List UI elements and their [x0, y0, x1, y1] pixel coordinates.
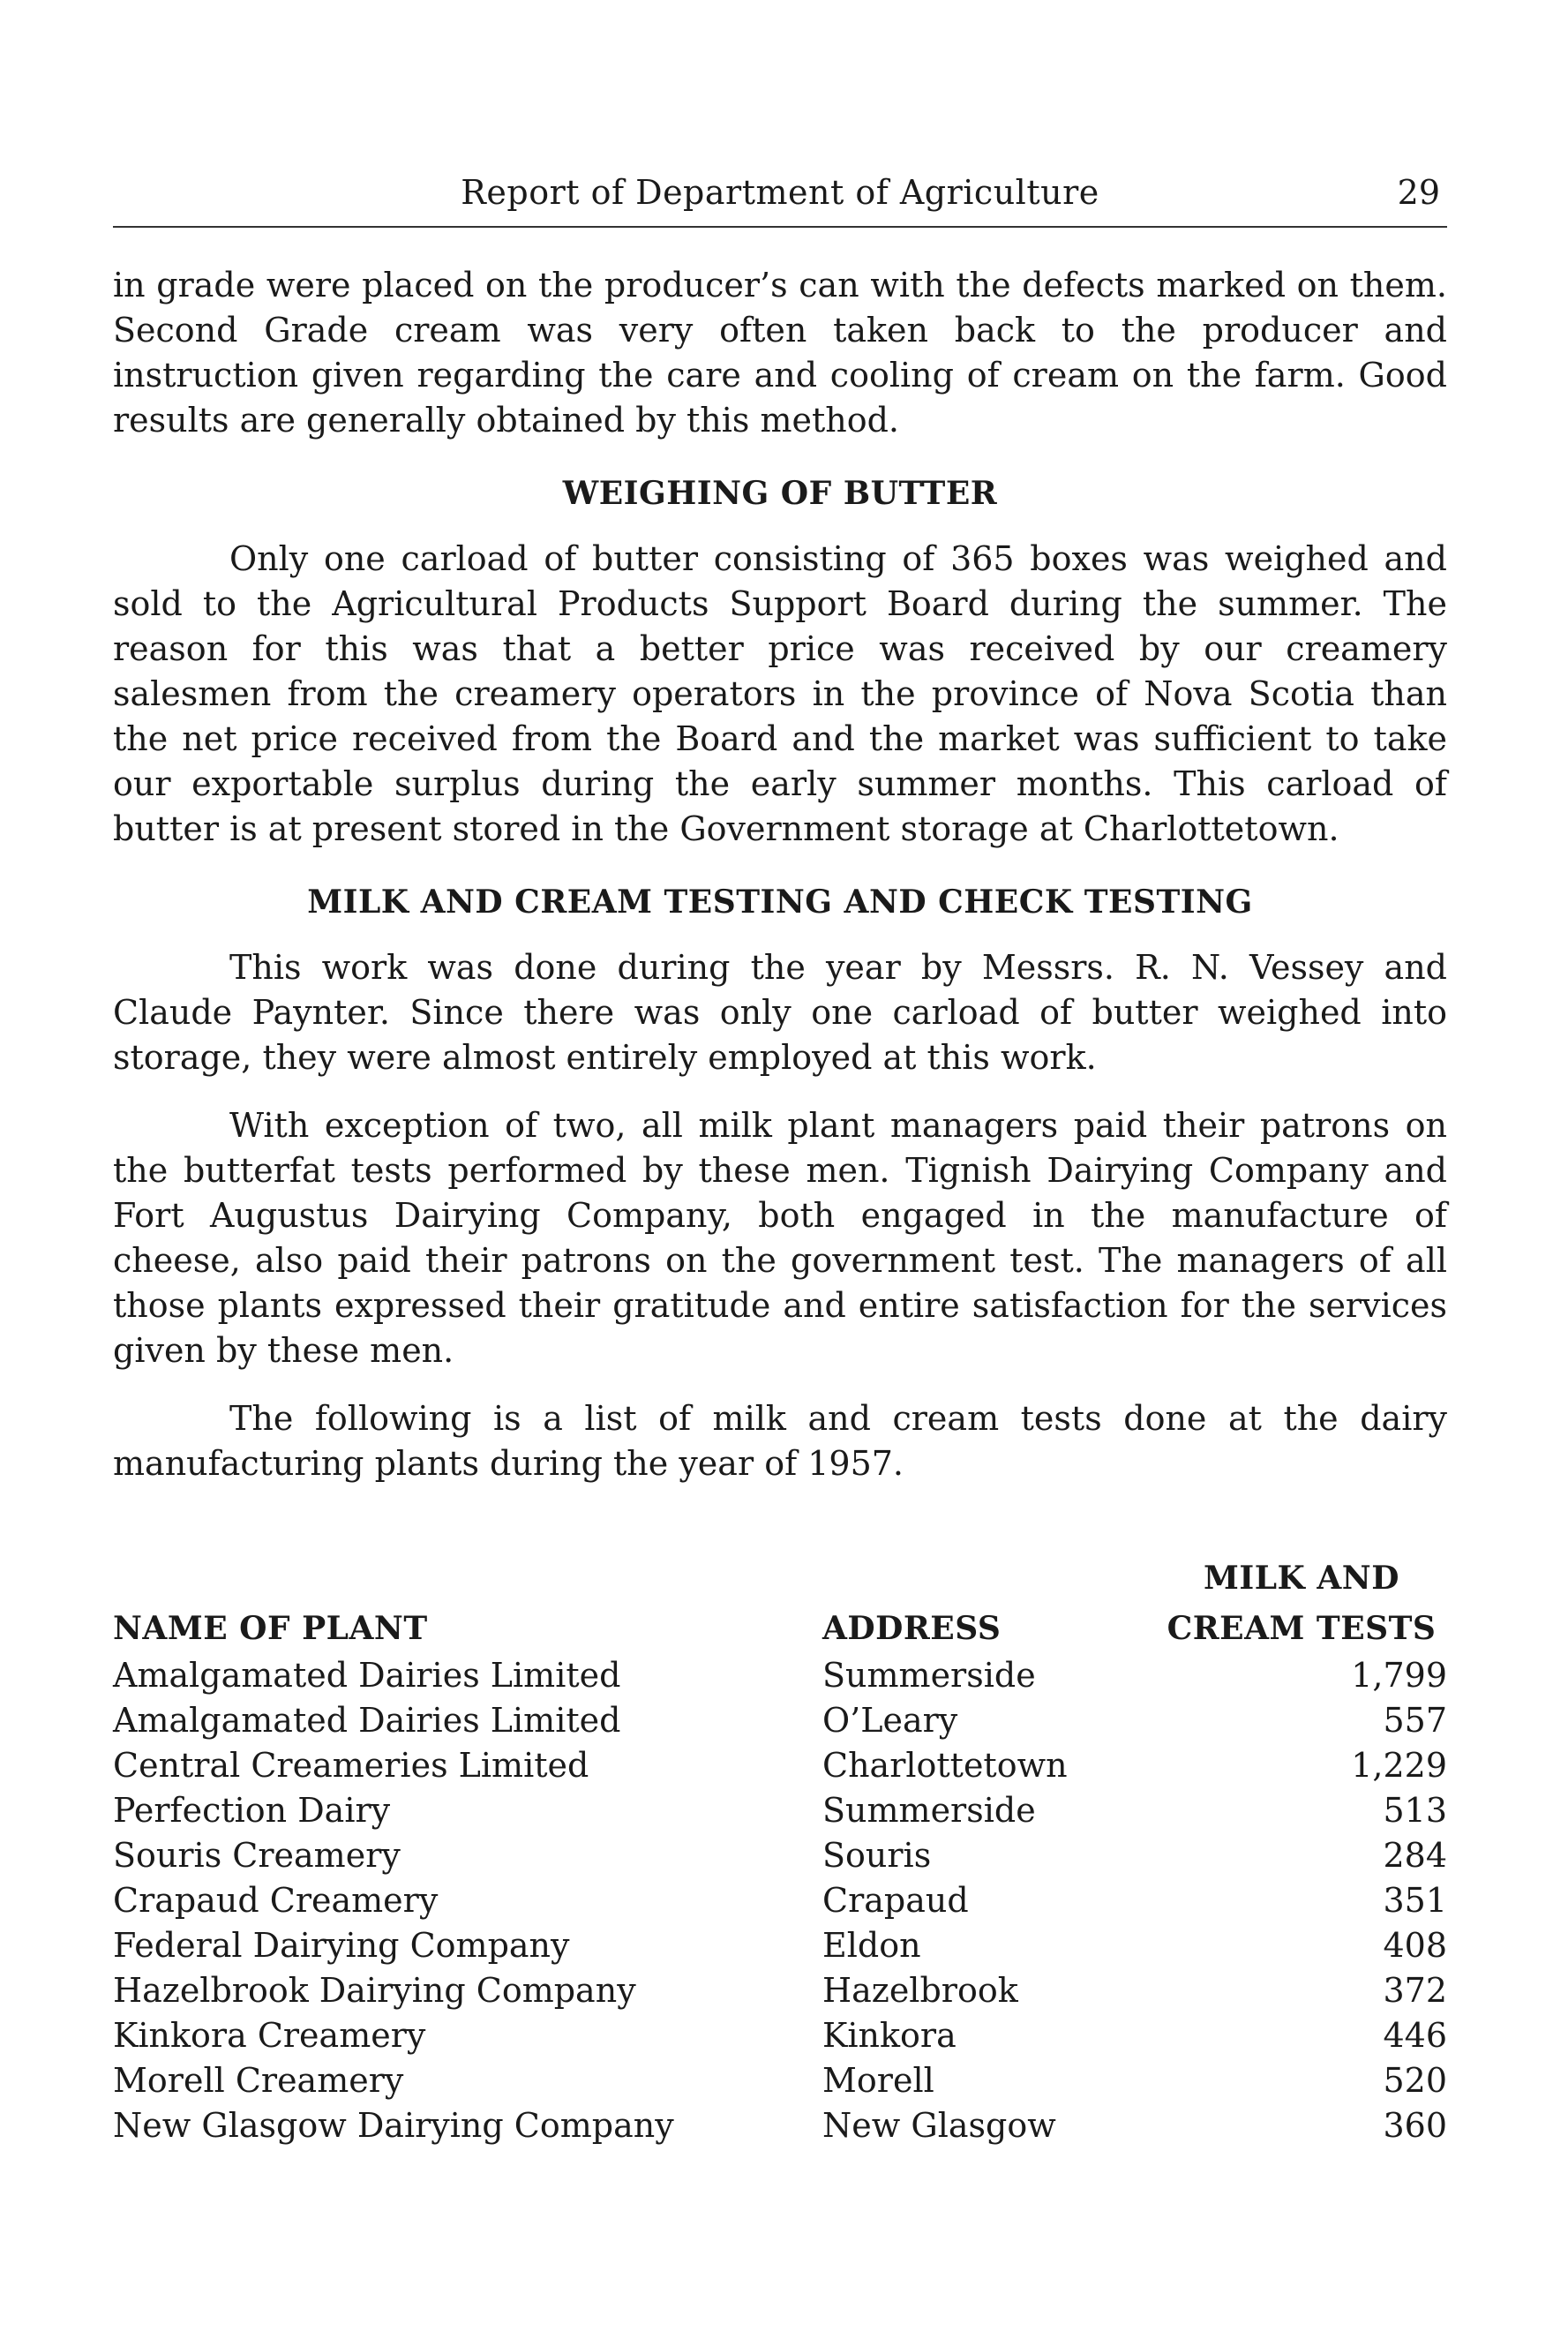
- column-header-name: NAME OF PLANT: [113, 1610, 428, 1647]
- table-row: [113, 2061, 1447, 2106]
- tests-count: 408: [1383, 1926, 1447, 1965]
- paragraph-continued: in grade were placed on the producer’s can with the defects marked on them. Second Grade cream was very often taken back to the producer and instruction given regarding the care and cooling of cream on the farm. Good results are generally obtained by this method.: [113, 266, 1447, 440]
- tests-table: [113, 1553, 1447, 2151]
- paragraph-patrons: With exception of two, all milk plant managers paid their patrons on the butterfat tests performed by these men. Tignish Dairying Company and Fort Augustus Dairying Company, both engaged in the manufacture of cheese, also paid their patrons on the government test. The managers of all those plants expressed their gratitude and entire satisfaction for the services given by these men.: [113, 1106, 1447, 1370]
- section-heading-weighing: WEIGHING OF BUTTER: [562, 475, 998, 512]
- plant-address: Eldon: [822, 1926, 921, 1965]
- plant-name: Souris Creamery: [113, 1836, 401, 1875]
- column-header-tests-line1: MILK AND: [1204, 1560, 1399, 1597]
- paragraph-weighing: Only one carload of butter consisting of 365 boxes was weighed and sold to the Agricultural Products Support Board during the summer. The reason for this was that a better price was received by our creamery salesmen from the creamery operators in the province of Nova Scotia than the net price received from the Board and the market was sufficient to take our exportable surplus during the early summer months. This carload of butter is at present stored in the Government storage at Charlottetown.: [113, 539, 1447, 848]
- plant-name: Morell Creamery: [113, 2061, 404, 2100]
- paragraph-list-intro: The following is a list of milk and cream tests done at the dairy manufacturing plants during the year of 1957.: [113, 1399, 1447, 1483]
- table-row: [113, 1881, 1447, 1926]
- table-row: [113, 1791, 1447, 1836]
- table-row: [113, 2106, 1447, 2151]
- body-text: [113, 263, 1447, 1486]
- tests-count: 1,799: [1351, 1656, 1447, 1695]
- table-row: [113, 1701, 1447, 1746]
- table-header: [113, 1553, 1447, 1656]
- plant-name: Perfection Dairy: [113, 1791, 391, 1830]
- section-heading-testing: MILK AND CREAM TESTING AND CHECK TESTING: [307, 884, 1253, 921]
- tests-count: 446: [1383, 2016, 1447, 2055]
- tests-count: 284: [1383, 1836, 1447, 1875]
- table-body: [113, 1656, 1447, 2151]
- column-header-tests: [1156, 1553, 1447, 1654]
- plant-address: O’Leary: [822, 1701, 958, 1740]
- plant-address: Morell: [822, 2061, 934, 2100]
- plant-name: New Glasgow Dairying Company: [113, 2106, 674, 2145]
- plant-name: Kinkora Creamery: [113, 2016, 426, 2055]
- table-row: [113, 1746, 1447, 1791]
- plant-address: Kinkora: [822, 2016, 957, 2055]
- plant-name: Hazelbrook Dairying Company: [113, 1971, 636, 2010]
- tests-count: 372: [1383, 1971, 1447, 2010]
- plant-name: Federal Dairying Company: [113, 1926, 570, 1965]
- paragraph-testers: This work was done during the year by Messrs. R. N. Vessey and Claude Paynter. Since there was only one carload of butter weighed into storage, they were almost entirely employed at this work.: [113, 948, 1447, 1077]
- plant-name: Central Creameries Limited: [113, 1746, 589, 1785]
- column-header-address: ADDRESS: [822, 1610, 1002, 1647]
- running-title: Report of Department of Agriculture: [461, 173, 1099, 212]
- table-row: [113, 1926, 1447, 1971]
- plant-name: Amalgamated Dairies Limited: [113, 1701, 621, 1740]
- tests-count: 513: [1383, 1791, 1447, 1830]
- plant-address: New Glasgow: [822, 2106, 1056, 2145]
- tests-count: 557: [1383, 1701, 1447, 1740]
- plant-address: Charlottetown: [822, 1746, 1068, 1785]
- plant-address: Souris: [822, 1836, 932, 1875]
- plant-address: Crapaud: [822, 1881, 969, 1920]
- plant-name: Crapaud Creamery: [113, 1881, 439, 1920]
- column-header-tests-line2: CREAM TESTS: [1167, 1610, 1437, 1647]
- plant-name: Amalgamated Dairies Limited: [113, 1656, 621, 1695]
- tests-count: 520: [1383, 2061, 1447, 2100]
- plant-address: Hazelbrook: [822, 1971, 1018, 2010]
- tests-count: 1,229: [1351, 1746, 1447, 1785]
- page-number: 29: [1397, 173, 1440, 212]
- table-row: [113, 1971, 1447, 2016]
- table-row: [113, 1656, 1447, 1701]
- running-header: [113, 169, 1447, 228]
- plant-address: Summerside: [822, 1791, 1036, 1830]
- tests-count: 351: [1383, 1881, 1447, 1920]
- plant-address: Summerside: [822, 1656, 1036, 1695]
- table-row: [113, 2016, 1447, 2061]
- table-row: [113, 1836, 1447, 1881]
- tests-count: 360: [1383, 2106, 1447, 2145]
